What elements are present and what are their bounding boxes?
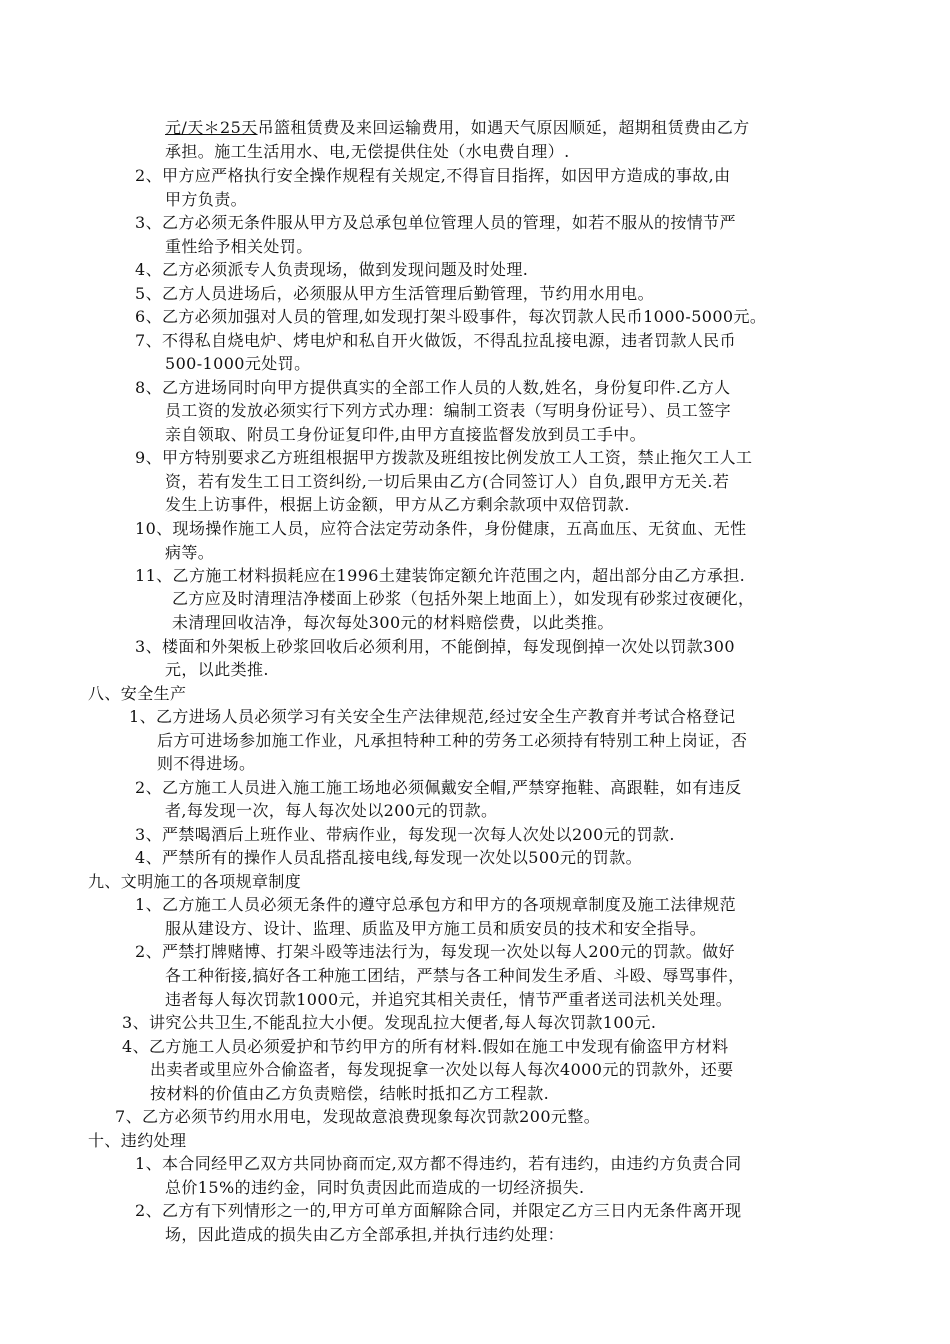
text-line: 按材料的价值由乙方负责赔偿，结帐时抵扣乙方工程款. — [150, 1084, 550, 1103]
text-line: 10、现场操作施工人员，应符合法定劳动条件，身份健康，五高血压、无贫血、无性 — [135, 519, 747, 538]
text-line: 4、乙方必须派专人负责现场，做到发现问题及时处理. — [135, 260, 529, 279]
text-line: 2、乙方有下列情形之一的,甲方可单方面解除合同，并限定乙方三日内无条件离开现 — [135, 1201, 742, 1220]
text-line: 元/天＊25天吊篮租赁费及来回运输费用，如遇天气原因顺延，超期租赁费由乙方 — [165, 118, 750, 137]
section-heading: 十、违约处理 — [88, 1131, 187, 1150]
text-line: 后方可进场参加施工作业，凡承担特种工种的劳务工必须持有特别工种上岗证，否 — [157, 731, 748, 750]
text-line: 3、楼面和外架板上砂浆回收后必须利用，不能倒掉，每发现倒掉一次处以罚款300 — [135, 637, 735, 656]
text-line: 承担。施工生活用水、电,无偿提供住处（水电费自理）. — [165, 142, 570, 161]
section-heading: 八、安全生产 — [88, 684, 187, 703]
text-line: 1、本合同经甲乙双方共同协商而定,双方都不得违约，若有违约，由违约方负责合同 — [135, 1154, 742, 1173]
text-line: 甲方负责。 — [165, 190, 248, 209]
text-line: 1、乙方进场人员必须学习有关安全生产法律规范,经过安全生产教育并考试合格登记 — [129, 707, 736, 726]
text-line: 11、乙方施工材料损耗应在1996土建装饰定额允许范围之内，超出部分由乙方承担. — [135, 566, 746, 585]
text-line: 3、乙方必须无条件服从甲方及总承包单位管理人员的管理，如若不服从的按情节严 — [135, 213, 736, 232]
text-line: 3、讲究公共卫生,不能乱拉大小便。发现乱拉大便者,每人每次罚款100元. — [122, 1013, 657, 1032]
text-line: 元，以此类推. — [165, 660, 269, 679]
text-line: 亲自领取、附员工身份证复印件,由甲方直接监督发放到员工手中。 — [165, 425, 647, 444]
underlined-text: 元/天＊25天 — [165, 118, 258, 137]
text-line: 8、乙方进场同时向甲方提供真实的全部工作人员的人数,姓名，身份复印件.乙方人 — [135, 378, 731, 397]
text-line: 7、乙方必须节约用水用电，发现故意浪费现象每次罚款200元整。 — [115, 1107, 601, 1126]
text-line: 1、乙方施工人员必须无条件的遵守总承包方和甲方的各项规章制度及施工法律规范 — [135, 895, 736, 914]
text-line: 2、严禁打牌赌博、打架斗殴等违法行为，每发现一次处以每人200元的罚款。做好 — [135, 942, 735, 961]
text-line: 9、甲方特别要求乙方班组根据甲方拨款及班组按比例发放工人工资，禁止拖欠工人工 — [135, 448, 753, 467]
text-line: 4、严禁所有的操作人员乱搭乱接电线,每发现一次处以500元的罚款。 — [135, 848, 643, 867]
text-line: 发生上访事件，根据上访金额，甲方从乙方剩余款项中双倍罚款. — [165, 495, 630, 514]
text-line: 2、甲方应严格执行安全操作规程有关规定,不得盲目指挥，如因甲方造成的事故,由 — [135, 166, 731, 185]
text-line: 5、乙方人员进场后，必须服从甲方生活管理后勤管理，节约用水用电。 — [135, 284, 654, 303]
text-line: 2、乙方施工人员进入施工施工场地必须佩戴安全帽,严禁穿拖鞋、高跟鞋，如有违反 — [135, 778, 742, 797]
text-line: 员工资的发放必须实行下列方式办理：编制工资表（写明身份证号）、员工签字 — [165, 401, 732, 420]
text-line: 重性给予相关处罚。 — [165, 237, 313, 256]
text-line: 出卖者或里应外合偷盗者，每发现捉拿一次处以每人每次4000元的罚款外，还要 — [150, 1060, 734, 1079]
text-line: 总价15%的违约金，同时负责因此而造成的一切经济损失. — [165, 1178, 585, 1197]
text-line: 违者每人每次罚款1000元，并追究其相关责任，情节严重者送司法机关处理。 — [165, 990, 733, 1009]
text-line: 服从建设方、设计、监理、质监及甲方施工员和质安员的技术和安全指导。 — [165, 919, 707, 938]
text-line: 500-1000元处罚。 — [165, 354, 311, 373]
text-line: 未清理回收洁净，每次每处300元的材料赔偿费，以此类推。 — [172, 613, 614, 632]
text-line: 各工种衔接,搞好各工种施工团结，严禁与各工种间发生矛盾、斗殴、辱骂事件， — [165, 966, 745, 985]
text-line: 场，因此造成的损失由乙方全部承担,并执行违约处理： — [165, 1225, 565, 1244]
text-line: 7、不得私自烧电炉、烤电炉和私自开火做饭，不得乱拉乱接电源，违者罚款人民币 — [135, 331, 736, 350]
text-line: 者,每发现一次，每人每次处以200元的罚款。 — [165, 801, 498, 820]
text-line: 病等。 — [165, 543, 215, 562]
text-line: 乙方应及时清理洁净楼面上砂浆（包括外架上地面上），如发现有砂浆过夜硬化， — [172, 589, 755, 608]
text-line: 则不得进场。 — [157, 754, 256, 773]
text-line: 3、严禁喝酒后上班作业、带病作业，每发现一次每人次处以200元的罚款. — [135, 825, 675, 844]
text-line: 资，若有发生工日工资纠纷,一切后果由乙方(合同签订人）自负,跟甲方无关.若 — [165, 472, 730, 491]
section-heading: 九、文明施工的各项规章制度 — [88, 872, 302, 891]
text-line: 6、乙方必须加强对人员的管理,如发现打架斗殴事件，每次罚款人民币1000-5000元。 — [135, 307, 767, 326]
text-line: 4、乙方施工人员必须爱护和节约甲方的所有材料.假如在施工中发现有偷盗甲方材料 — [122, 1037, 729, 1056]
